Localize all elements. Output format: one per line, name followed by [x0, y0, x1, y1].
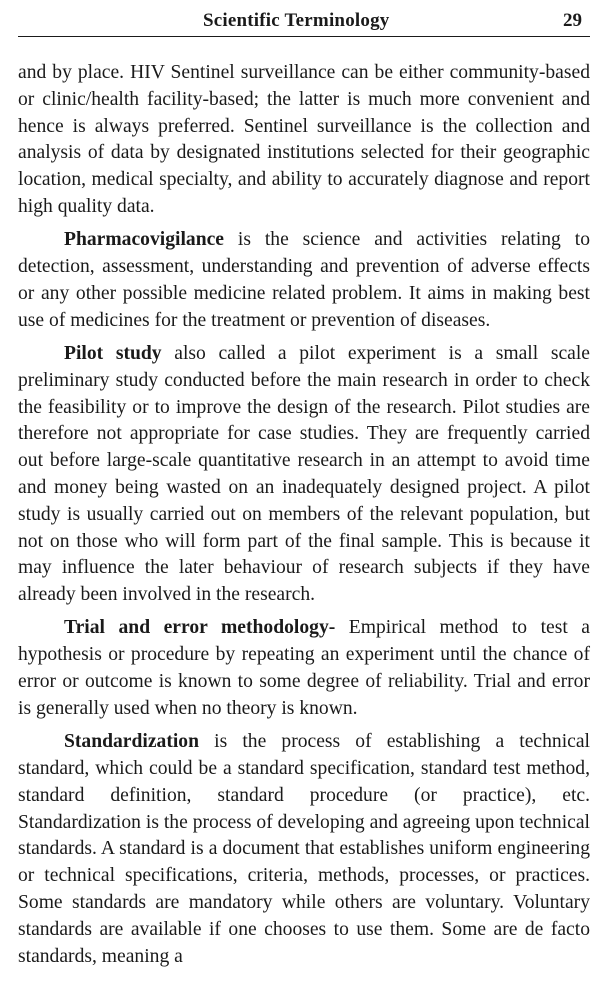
term-heading: Pharmacovigilance	[64, 229, 224, 251]
paragraph-pilot-study	[18, 341, 590, 609]
term-heading: Trial and error methodology-	[64, 617, 336, 639]
paragraph-continuation	[18, 60, 590, 221]
paragraph-text: is the process of establishing a technical standard, which could be a standard specification, standard test method, standard definition, standard procedure (or practice), etc. Standardization is the process of developing and agreeing upon technical standards. A standard is a document that establishes uniform engineering or technical specifications, criteria, methods, processes, or practices. Some standards are mandatory while others are voluntary. Voluntary standards are available if one chooses to use them. Some are de facto standards, meaning a	[18, 731, 590, 967]
paragraph-standardization	[18, 729, 590, 970]
paragraph-pharmacovigilance	[18, 227, 590, 334]
paragraph-text: is the science and activities relating to detection, assessment, understanding and prevention of adverse effects or any other possible medicine related problem. It aims in making best use of medicines for the treatment or prevention of diseases.	[18, 229, 590, 331]
term-heading: Standardization	[64, 731, 200, 753]
paragraph-text: Empirical method to test a hypothesis or procedure by repeating an experiment until the chance of error or outcome is known to some degree of reliability. Trial and error is generally used when no theory is known.	[18, 617, 590, 719]
paragraph-text: also called a pilot experiment is a small scale preliminary study conducted before the main research in order to check the feasibility or to improve the design of the research. Pilot studies are therefore not appropriate for case studies. They are frequently carried out before large-scale quantitative research in an attempt to avoid time and money being wasted on an inadequately designed project. A pilot study is usually carried out on members of the relevant population, but not on those who will form part of the final sample. This is because it may influence the later behaviour of research subjects if they have already been involved in the research.	[18, 342, 590, 606]
term-heading: Pilot study	[64, 342, 162, 364]
page-number: 29	[563, 10, 582, 31]
paragraph-text: and by place. HIV Sentinel surveillance can be either community-based or clinic/health facility-based; the latter is much more convenient and hence is always preferred. Sentinel surveillance is the collection and analysis of data by designated institutions selected for their geographic location, medical specialty, and ability to accurately diagnose and report high quality data.	[18, 62, 590, 217]
body-text	[18, 60, 590, 970]
running-header	[18, 6, 590, 37]
running-title: Scientific Terminology	[203, 10, 390, 31]
paragraph-trial-and-error	[18, 615, 590, 722]
